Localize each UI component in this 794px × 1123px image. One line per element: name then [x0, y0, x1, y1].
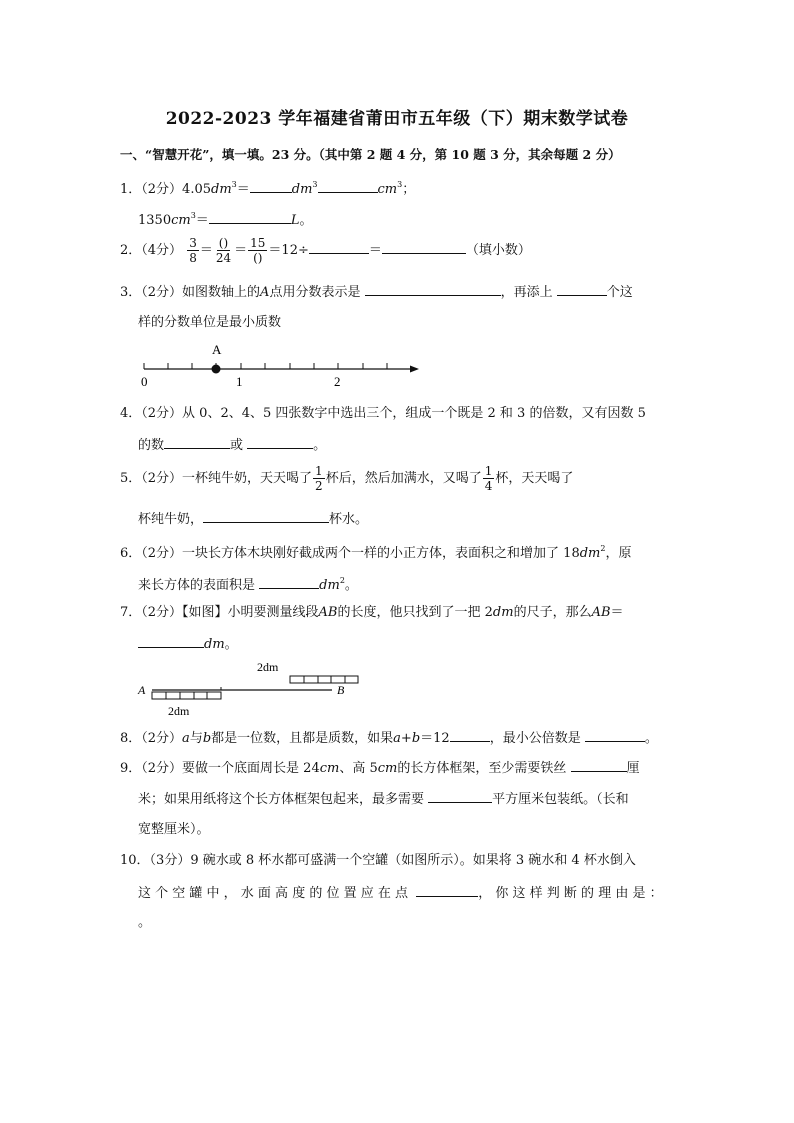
- answer-blank[interactable]: [365, 283, 501, 296]
- number-line-figure: [136, 340, 426, 390]
- answer-blank[interactable]: [309, 241, 369, 254]
- fraction-1-4: $\frac{1}{4}$: [484, 464, 493, 493]
- unit-l: L: [290, 213, 300, 228]
- expression: a+b: [393, 731, 421, 746]
- question-5-line-1: 5．（2分）一杯纯牛奶，天天喝了 $\frac{1}{2}$ 杯后，然后加满水，又喝了 $\frac{1}{4}$ 杯，天天喝了: [120, 464, 574, 493]
- tick-label-0: 0: [141, 374, 148, 389]
- answer-blank[interactable]: [318, 180, 378, 193]
- question-10-line-2: 这 个 空 罐 中 ， 水 面 高 度 的 位 置 应 在 点 ， 你 这 样 判 断 的 理 由 是 ：: [138, 886, 663, 901]
- answer-blank[interactable]: [557, 283, 607, 296]
- unit-cm: cm: [377, 182, 398, 197]
- answer-blank[interactable]: [138, 635, 204, 648]
- segment-ab: AB: [318, 605, 338, 620]
- variable-a: a: [182, 731, 190, 746]
- arrow-head-icon: [410, 366, 419, 373]
- fraction-15-blank: $\frac{15}{()}$: [250, 236, 266, 265]
- question-6-line-1: 6．（2分）一块长方体木块刚好截成两个一样的小正方体，表面积之和增加了 $18dm^2$，原: [120, 544, 632, 561]
- fraction-3-8: $\frac{3}{8}$: [189, 236, 197, 265]
- question-8: 8．（2分）a与b都是一位数，且都是质数，如果a+b＝12 ，最小公倍数是 。: [120, 731, 658, 746]
- semicolon: ；: [402, 182, 416, 197]
- point-a: A: [260, 285, 270, 300]
- question-6-line-2: 来长方体的表面积是 $dm^2$。: [138, 576, 358, 593]
- equals-sign: ＝: [234, 243, 248, 258]
- unit-dm: dm: [211, 182, 232, 197]
- question-5-line-2: 杯纯牛奶， 杯水。: [138, 512, 369, 527]
- q1-value: 1350: [138, 213, 172, 228]
- question-9-line-3: 宽整厘米）。: [138, 822, 210, 837]
- page-title: 2022-2023 学年福建省莆田市五年级（下）期末数学试卷: [165, 109, 629, 129]
- fraction-blank-24: $\frac{()}{24}$: [215, 236, 232, 265]
- label-top-2dm: 2dm: [257, 660, 279, 674]
- answer-blank[interactable]: [247, 436, 313, 449]
- variable-b: b: [202, 731, 212, 746]
- question-7-line-1: 7．（2分）【如图】小明要测量线段AB的长度，他只找到了一把 2dm的尺子，那么AB＝: [120, 605, 624, 620]
- question-3-line-2: 样的分数单位是最小质数: [138, 315, 282, 330]
- answer-blank[interactable]: [203, 510, 329, 523]
- unit-cm: cm: [377, 761, 398, 776]
- label-bottom-2dm: 2dm: [168, 704, 190, 718]
- answer-blank[interactable]: [250, 180, 292, 193]
- ruler-figure: [134, 657, 374, 719]
- q2-note: （填小数）: [465, 243, 531, 258]
- period: 。: [299, 213, 313, 228]
- exponent: 2: [339, 576, 345, 585]
- fraction-1-2: $\frac{1}{2}$: [315, 464, 323, 493]
- label-a: A: [212, 342, 222, 357]
- answer-blank[interactable]: [428, 790, 492, 803]
- question-1-line-2: [138, 207, 312, 230]
- equals-sign: ＝: [368, 243, 382, 258]
- exponent: 2: [600, 544, 606, 553]
- equals-sign: ＝: [199, 243, 213, 258]
- label-b: B: [337, 683, 345, 697]
- equals-sign: ＝: [195, 213, 209, 228]
- question-2: [120, 236, 531, 266]
- unit-dm: dm: [492, 605, 514, 620]
- unit-dm: dm: [204, 637, 225, 652]
- answer-blank[interactable]: [585, 729, 645, 742]
- question-7-line-2: dm。: [138, 635, 238, 654]
- answer-blank[interactable]: [382, 241, 466, 254]
- question-1-line-1: [120, 176, 415, 199]
- question-4-line-1: 4．（2分）从 0、2、4、5 四张数字中选出三个，组成一个既是 2 和 3 的倍数，又有因数 5: [120, 406, 646, 421]
- question-9-line-2: 米；如果用纸将这个长方体框架包起来，最多需要 平方厘米包装纸。（长和: [138, 792, 629, 807]
- answer-blank[interactable]: [164, 436, 230, 449]
- question-3-line-1: 3．（2分）如图数轴上的A点用分数表示是 ，再添上 个这: [120, 285, 633, 300]
- tick-label-1: 1: [236, 374, 243, 389]
- q2-text: 2．（4分）: [120, 243, 183, 258]
- q1-text: 1．（2分）4.05: [120, 182, 211, 197]
- question-4-line-2: 的数 或 。: [138, 438, 327, 453]
- ruler-bottom: [152, 692, 221, 699]
- tick-label-2: 2: [334, 374, 341, 389]
- answer-blank[interactable]: [209, 211, 291, 224]
- question-10-line-1: 10．（3分）9 碗水或 8 杯水都可盛满一个空罐（如图所示）。如果将 3 碗水和 4 杯水倒入: [120, 853, 636, 868]
- answer-blank[interactable]: [259, 576, 319, 589]
- exponent: 3: [231, 180, 237, 189]
- answer-blank[interactable]: [416, 884, 478, 897]
- exponent: 3: [397, 180, 403, 189]
- point-a-dot: [212, 365, 221, 374]
- answer-blank[interactable]: [450, 729, 490, 742]
- unit-dm: dm: [319, 578, 340, 593]
- ruler-top: [290, 676, 358, 683]
- question-10-line-3: 。: [138, 915, 152, 930]
- division-text: ＝12÷: [268, 243, 309, 258]
- exponent: 3: [312, 180, 318, 189]
- segment-ab: AB: [591, 605, 611, 620]
- unit-dm: dm: [291, 182, 313, 197]
- section-heading: 一、“智慧开花”，填一填。23 分。（其中第 2 题 4 分，第 10 题 3 分，其余每题 2 分）: [120, 147, 621, 162]
- label-a: A: [138, 683, 146, 697]
- unit-cm: cm: [171, 213, 191, 228]
- equals-sign: ＝: [236, 182, 250, 197]
- unit-dm: dm: [579, 546, 601, 561]
- number-line-ticks: [144, 363, 387, 369]
- question-9-line-1: 9．（2分）要做一个底面周长是 24cm、高 5cm的长方体框架，至少需要铁丝 厘: [120, 761, 640, 776]
- unit-cm: cm: [319, 761, 340, 776]
- exponent: 3: [190, 211, 196, 220]
- answer-blank[interactable]: [571, 759, 627, 772]
